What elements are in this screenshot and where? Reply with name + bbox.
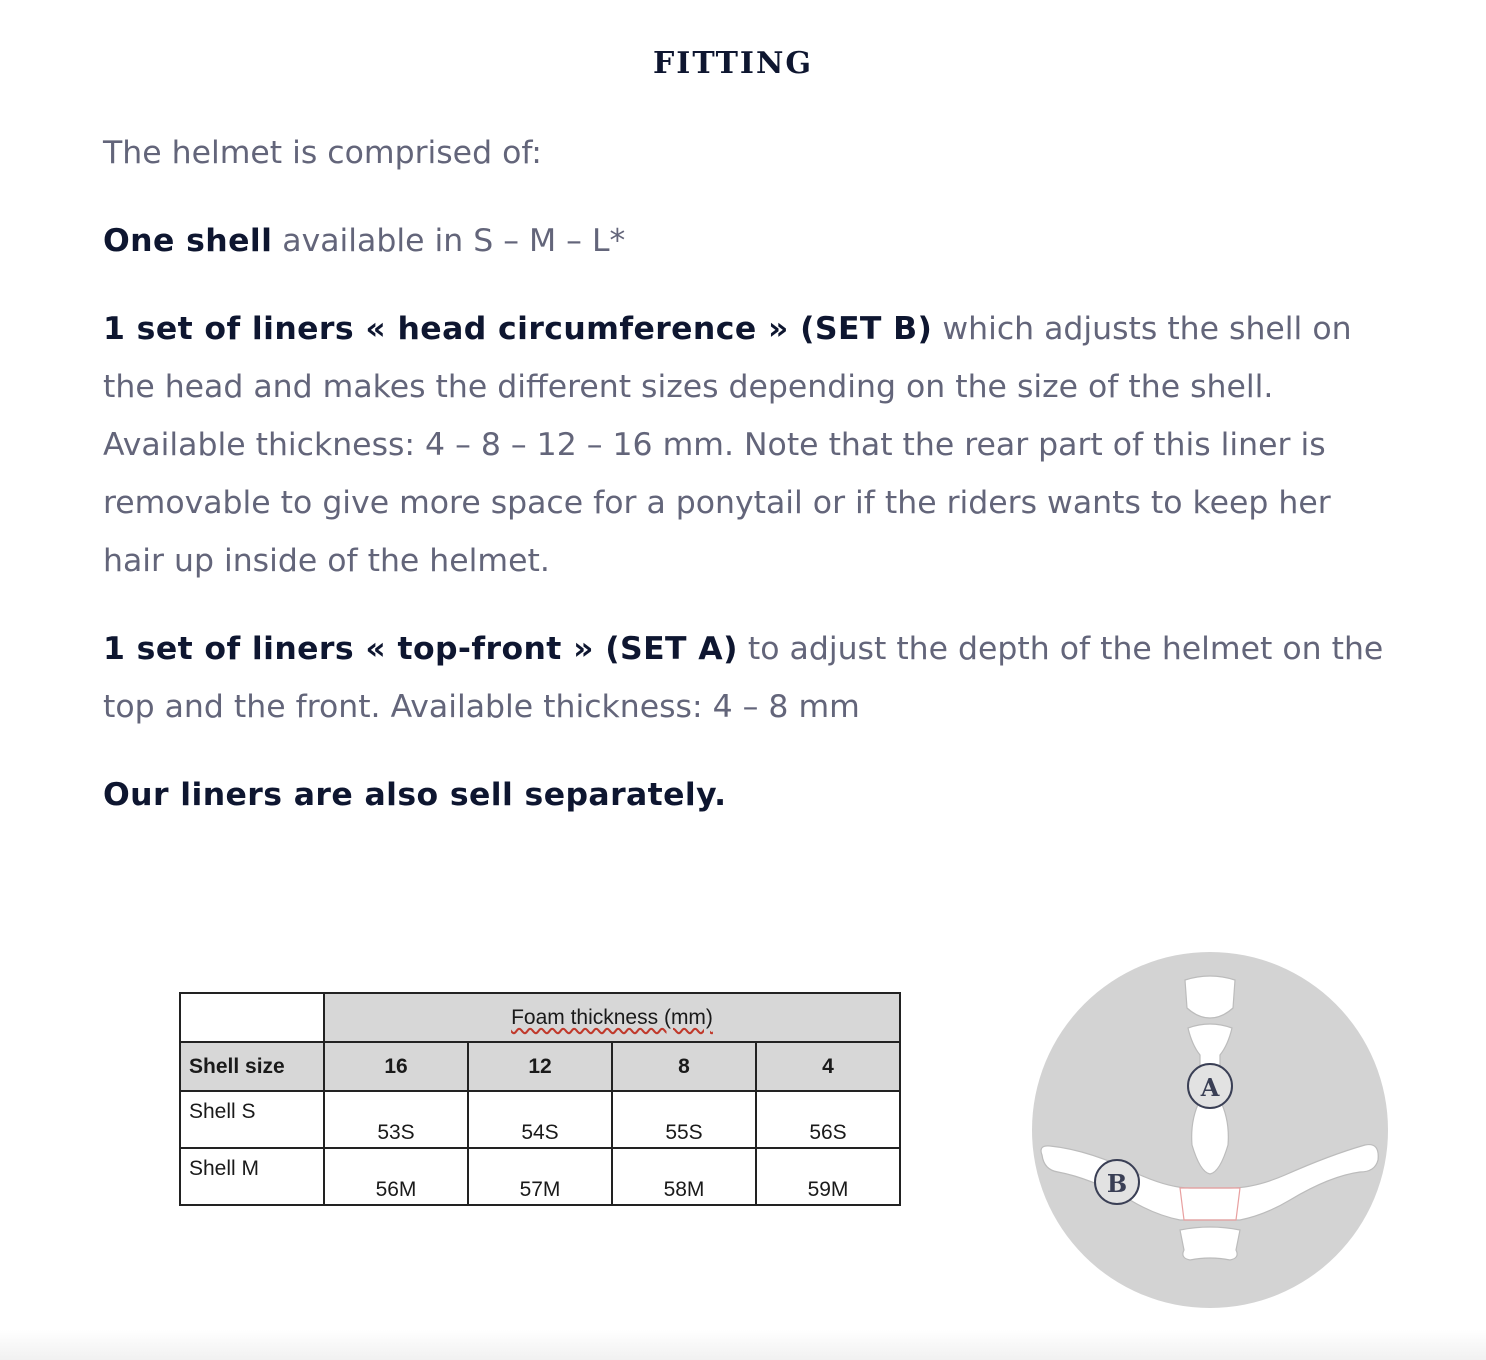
column-header: 16 xyxy=(324,1042,468,1091)
description-text xyxy=(103,124,1393,854)
column-header: 12 xyxy=(468,1042,612,1091)
column-header: 4 xyxy=(756,1042,900,1091)
set-a-bold: 1 set of liners « top-front » (SET A) xyxy=(103,631,738,667)
shell-bold: One shell xyxy=(103,223,273,259)
size-table-wrapper xyxy=(179,992,901,1206)
table-header-row xyxy=(180,993,900,1042)
liner-top-pad xyxy=(1185,976,1235,1018)
table-row xyxy=(180,1148,900,1205)
table-cell: 58M xyxy=(612,1148,756,1205)
page-title: FITTING xyxy=(653,46,813,81)
table-corner-cell xyxy=(180,993,324,1042)
table-cell: 55S xyxy=(612,1091,756,1148)
table-row xyxy=(180,1091,900,1148)
table-cell: 56M xyxy=(324,1148,468,1205)
table-cell: 59M xyxy=(756,1148,900,1205)
liner-rear-pad xyxy=(1180,1227,1240,1260)
table-subheader-row xyxy=(180,1042,900,1091)
shell-paragraph xyxy=(103,212,1393,270)
intro-paragraph: The helmet is comprised of: xyxy=(103,135,542,171)
column-header: 8 xyxy=(612,1042,756,1091)
table-cell: 53S xyxy=(324,1091,468,1148)
page-bottom-edge xyxy=(0,1330,1486,1360)
label-a: A xyxy=(1200,1073,1220,1102)
foam-thickness-label: Foam thickness (mm) xyxy=(511,1005,713,1029)
table-cell: 54S xyxy=(468,1091,612,1148)
row-label: Shell M xyxy=(180,1148,324,1205)
size-table xyxy=(179,992,901,1206)
shell-size-header: Shell size xyxy=(180,1042,324,1091)
table-cell: 57M xyxy=(468,1148,612,1205)
note-paragraph: Our liners are also sell separately. xyxy=(103,777,727,813)
liner-diagram-svg xyxy=(1030,950,1390,1310)
label-b: B xyxy=(1106,1169,1128,1198)
set-b-rest: which adjusts the shell on the head and makes the different sizes depending on the size of the shell. Available thickness: 4 – 8 – 12 – 16 mm. Note that the rear part of this liner is removable to give more space for a ponytail or if the riders wants to keep her hair up inside of the helmet. xyxy=(103,311,1352,579)
liner-diagram xyxy=(1030,950,1390,1310)
foam-thickness-header xyxy=(324,993,900,1042)
shell-rest: available in S – M – L* xyxy=(272,223,626,259)
row-label: Shell S xyxy=(180,1091,324,1148)
set-b-paragraph xyxy=(103,300,1393,590)
table-cell: 56S xyxy=(756,1091,900,1148)
set-a-rest: to adjust the depth of the helmet on the top and the front. Available thickness: 4 – 8 mm xyxy=(103,631,1384,725)
set-a-paragraph xyxy=(103,620,1393,736)
set-b-bold: 1 set of liners « head circumference » (SET B) xyxy=(103,311,933,347)
